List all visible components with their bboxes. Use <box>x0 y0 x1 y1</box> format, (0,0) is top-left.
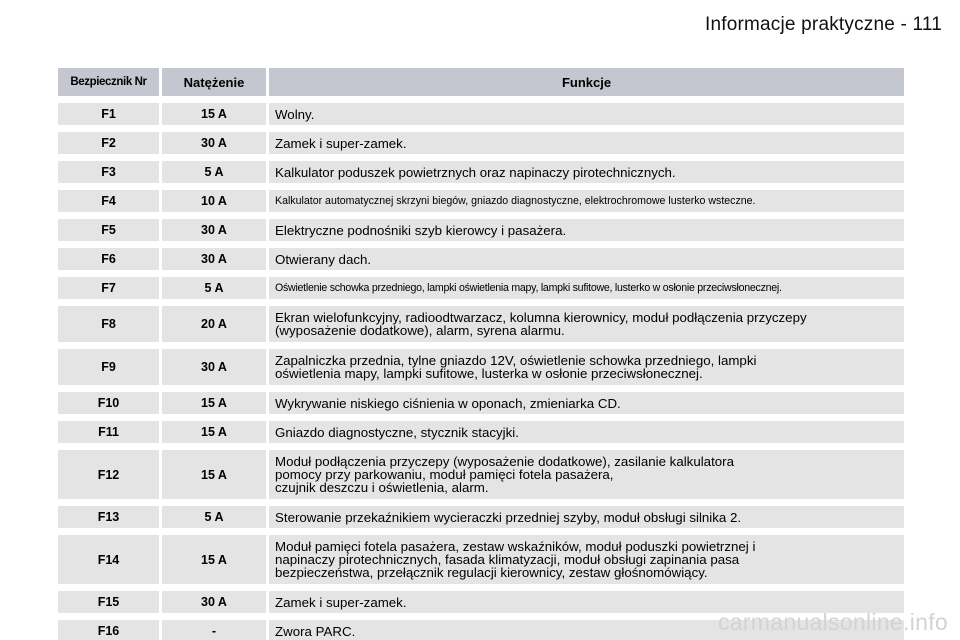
fuse-number: F3 <box>58 161 159 183</box>
fuse-function: Elektryczne podnośniki szyb kierowcy i pasażera. <box>269 219 904 241</box>
fuse-function: Oświetlenie schowka przedniego, lampki oświetlenia mapy, lampki sufitowe, lusterko w osłonie przeciwsłonecznej. <box>269 277 904 299</box>
fuse-amperage: 30 A <box>162 219 266 241</box>
fuse-amperage: 20 A <box>162 306 266 342</box>
table-row <box>58 277 904 299</box>
fuse-function: Wykrywanie niskiego ciśnienia w oponach, zmieniarka CD. <box>269 392 904 414</box>
fuse-amperage: 5 A <box>162 161 266 183</box>
header-amperage: Natężenie <box>162 68 266 96</box>
fuse-function: Sterowanie przekaźnikiem wycieraczki przedniej szyby, moduł obsługi silnika 2. <box>269 506 904 528</box>
table-row <box>58 190 904 212</box>
page-header: Informacje praktyczne - 111 <box>704 14 942 35</box>
fuse-amperage: 30 A <box>162 132 266 154</box>
fuse-amperage: 15 A <box>162 421 266 443</box>
fuse-function: Kalkulator automatycznej skrzyni biegów, gniazdo diagnostyczne, elektrochromowe lusterko wsteczne. <box>269 190 904 212</box>
fuse-number: F11 <box>58 421 159 443</box>
fuse-function: Moduł pamięci fotela pasażera, zestaw wskaźników, moduł poduszki powietrznej i napinaczy pirotechnicznych, fasada klimatyzacji, moduł obsługi zapinania pasa bezpieczeństwa, przełącznik regulacji kierownicy, zestaw głośnomówiący. <box>269 535 904 584</box>
fuse-number: F16 <box>58 620 159 640</box>
fuse-table <box>58 68 904 640</box>
table-row <box>58 306 904 342</box>
fuse-number: F6 <box>58 248 159 270</box>
table-row <box>58 103 904 125</box>
table-header-row <box>58 68 904 96</box>
table-row <box>58 349 904 385</box>
fuse-function: Zwora PARC. <box>269 620 904 640</box>
fuse-number: F9 <box>58 349 159 385</box>
fuse-function: Zamek i super-zamek. <box>269 132 904 154</box>
table-row <box>58 421 904 443</box>
fuse-function: Wolny. <box>269 103 904 125</box>
fuse-number: F7 <box>58 277 159 299</box>
fuse-function: Kalkulator poduszek powietrznych oraz napinaczy pirotechnicznych. <box>269 161 904 183</box>
fuse-number: F2 <box>58 132 159 154</box>
table-row <box>58 392 904 414</box>
fuse-number: F14 <box>58 535 159 584</box>
fuse-amperage: 10 A <box>162 190 266 212</box>
fuse-function: Otwierany dach. <box>269 248 904 270</box>
fuse-amperage: 5 A <box>162 277 266 299</box>
fuse-number: F15 <box>58 591 159 613</box>
fuse-amperage: 15 A <box>162 103 266 125</box>
header-fuse-number: Bezpiecznik Nr <box>58 68 159 96</box>
fuse-number: F8 <box>58 306 159 342</box>
fuse-amperage: 30 A <box>162 248 266 270</box>
fuse-amperage: 30 A <box>162 349 266 385</box>
fuse-number: F4 <box>58 190 159 212</box>
fuse-amperage: 30 A <box>162 591 266 613</box>
table-row <box>58 506 904 528</box>
table-row <box>58 450 904 499</box>
table-row <box>58 161 904 183</box>
fuse-number: F10 <box>58 392 159 414</box>
fuse-amperage: 15 A <box>162 392 266 414</box>
watermark: carmanualsonline.info <box>717 609 948 635</box>
fuse-function: Zapalniczka przednia, tylne gniazdo 12V, oświetlenie schowka przedniego, lampki oświetlenia mapy, lampki sufitowe, lusterka w osłonie przeciwsłonecznej. <box>269 349 904 385</box>
table-row <box>58 248 904 270</box>
fuse-amperage: 5 A <box>162 506 266 528</box>
fuse-amperage: - <box>162 620 266 640</box>
table-row <box>58 132 904 154</box>
table-row <box>58 535 904 584</box>
table-row <box>58 219 904 241</box>
fuse-number: F12 <box>58 450 159 499</box>
fuse-number: F5 <box>58 219 159 241</box>
fuse-function: Moduł podłączenia przyczepy (wyposażenie dodatkowe), zasilanie kalkulatora pomocy przy parkowaniu, moduł pamięci fotela pasażera, czujnik deszczu i oświetlenia, alarm. <box>269 450 904 499</box>
fuse-amperage: 15 A <box>162 450 266 499</box>
fuse-function: Ekran wielofunkcyjny, radioodtwarzacz, kolumna kierownicy, moduł podłączenia przyczepy (wyposażenie dodatkowe), alarm, syrena alarmu. <box>269 306 904 342</box>
fuse-function: Zamek i super-zamek. <box>269 591 904 613</box>
fuse-function: Gniazdo diagnostyczne, stycznik stacyjki. <box>269 421 904 443</box>
fuse-number: F1 <box>58 103 159 125</box>
fuse-number: F13 <box>58 506 159 528</box>
header-functions: Funkcje <box>269 68 904 96</box>
fuse-amperage: 15 A <box>162 535 266 584</box>
